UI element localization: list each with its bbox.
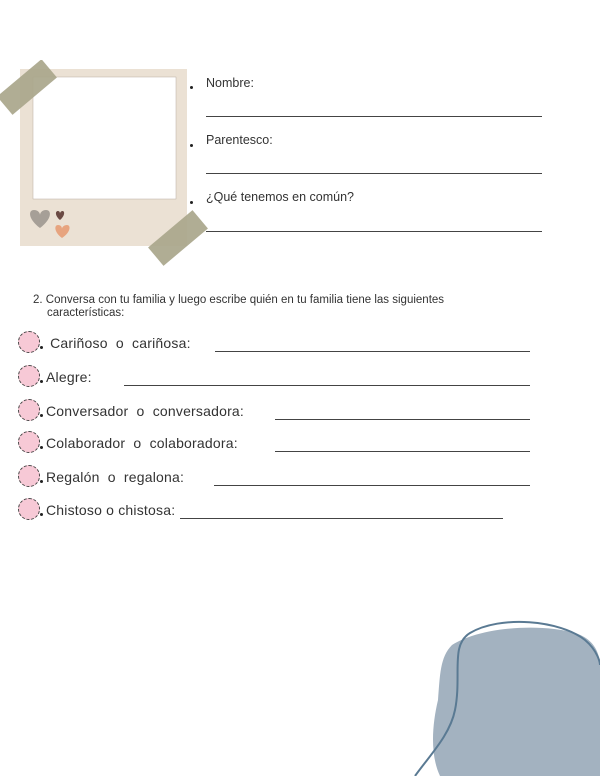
pink-circle-icon: [18, 365, 40, 387]
bullet: [40, 414, 43, 417]
answer-line[interactable]: [275, 419, 530, 420]
bullet: [190, 144, 193, 147]
characteristic-row-conversador: [18, 399, 533, 425]
characteristic-row-chistoso: [18, 498, 533, 524]
pink-circle-icon: [18, 331, 40, 353]
field-line-nombre[interactable]: [206, 116, 542, 117]
pink-circle-icon: [18, 399, 40, 421]
field-label-comun: ¿Qué tenemos en común?: [206, 190, 354, 204]
polaroid-photo-area: [33, 77, 176, 199]
bullet: [190, 86, 193, 89]
characteristic-label: Colaborador o colaboradora:: [46, 435, 238, 451]
characteristic-row-colaborador: [18, 431, 533, 457]
characteristic-label: Chistoso o chistosa:: [46, 502, 176, 518]
pink-circle-icon: [18, 465, 40, 487]
field-line-parentesco[interactable]: [206, 173, 542, 174]
answer-line[interactable]: [214, 485, 530, 486]
decorative-blob: [410, 615, 600, 776]
bullet: [40, 480, 43, 483]
pink-circle-icon: [18, 498, 40, 520]
characteristic-label: Regalón o regalona:: [46, 469, 185, 485]
field-label-parentesco: Parentesco:: [206, 133, 273, 147]
answer-line[interactable]: [215, 351, 530, 352]
characteristic-row-alegre: [18, 365, 533, 391]
answer-line[interactable]: [180, 518, 503, 519]
field-line-comun[interactable]: [206, 231, 542, 232]
answer-line[interactable]: [275, 451, 530, 452]
bullet: [40, 513, 43, 516]
pink-circle-icon: [18, 431, 40, 453]
bullet: [40, 446, 43, 449]
characteristic-label: Conversador o conversadora:: [46, 403, 245, 419]
question-line-2: características:: [47, 307, 125, 319]
bullet: [40, 346, 43, 349]
question-line-1: 2. Conversa con tu familia y luego escribe quién en tu familia tiene las siguientes: [33, 294, 445, 306]
bullet: [190, 201, 193, 204]
bullet: [40, 380, 43, 383]
field-label-nombre: Nombre:: [206, 76, 254, 90]
question-title: [33, 294, 533, 320]
answer-line[interactable]: [124, 385, 530, 386]
polaroid-frame-decoration: [0, 60, 215, 270]
characteristic-label: Cariñoso o cariñosa:: [46, 335, 191, 351]
characteristic-row-carinoso: [18, 331, 533, 357]
characteristic-row-regalon: [18, 465, 533, 491]
characteristic-label: Alegre:: [46, 369, 92, 385]
